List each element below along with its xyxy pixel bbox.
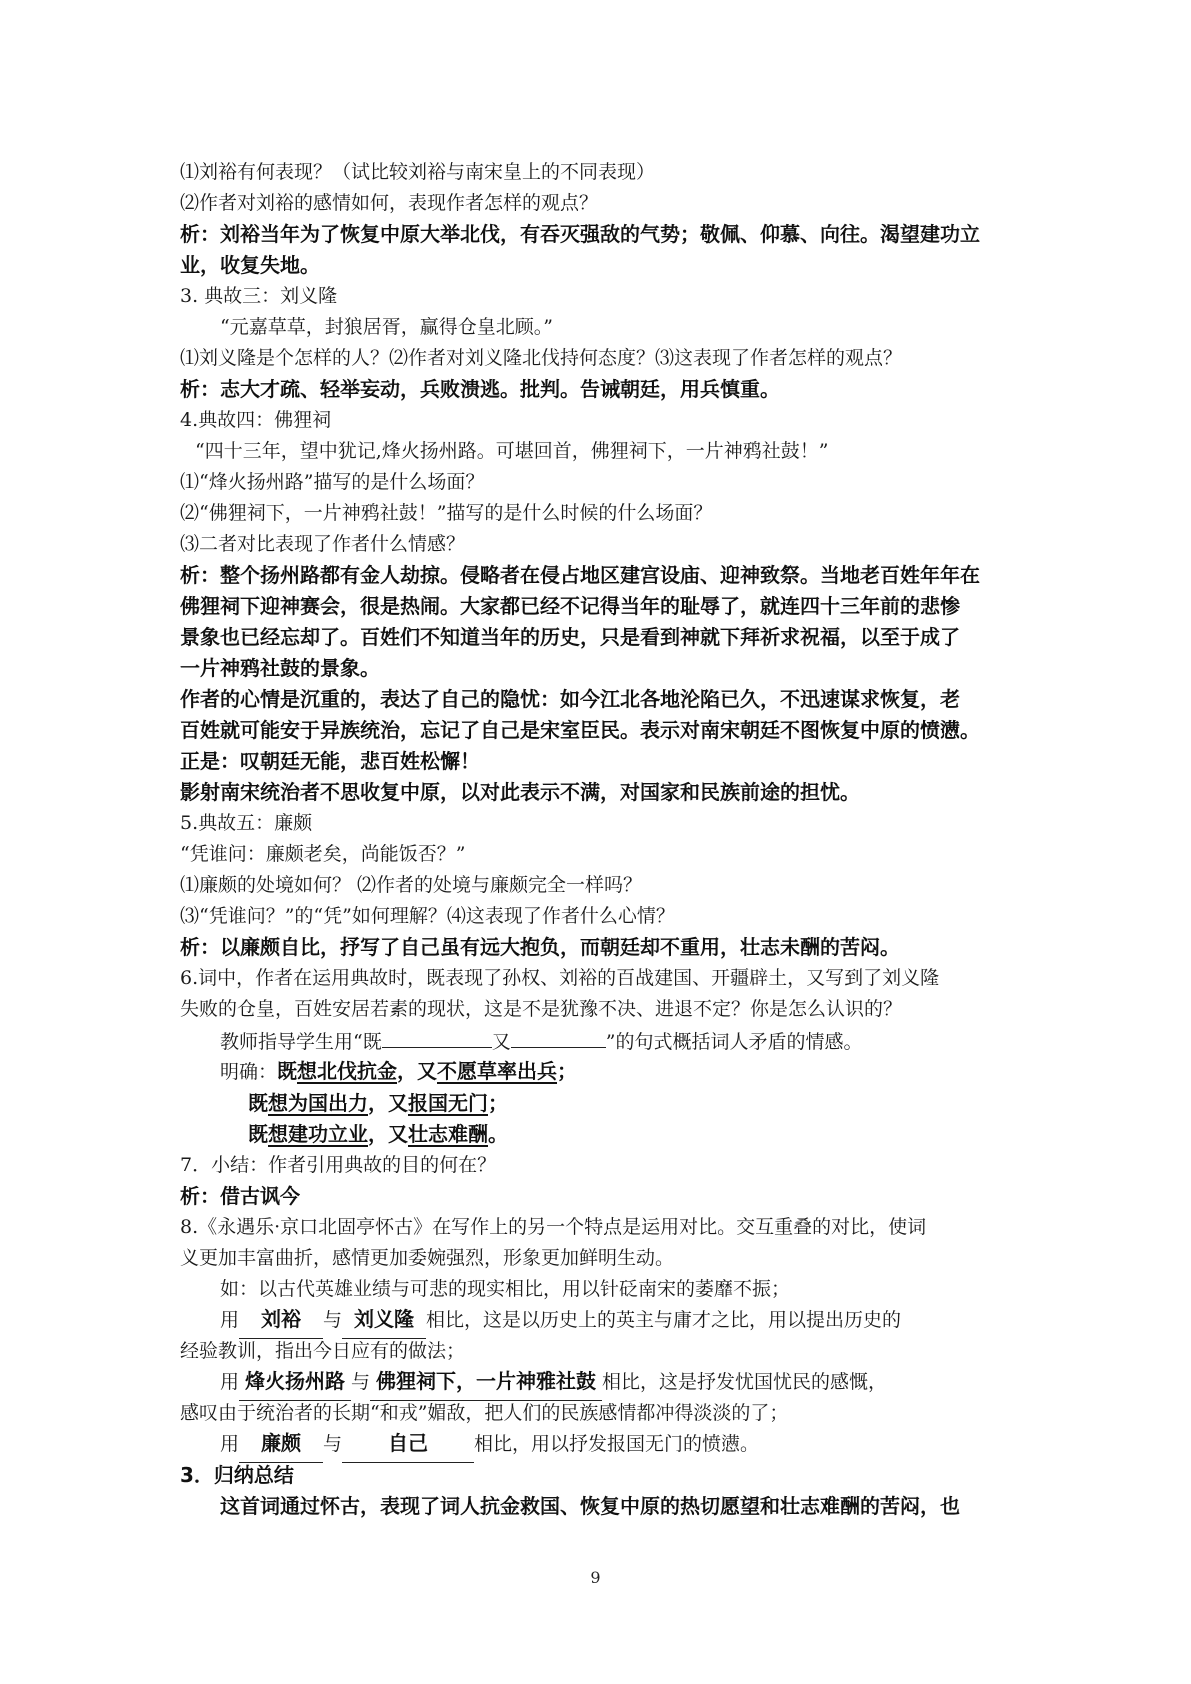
comparison-line — [180, 1305, 1020, 1336]
analysis-line: 影射南宋统治者不思收复中原，以对此表示不满，对国家和民族前途的担忧。 — [180, 780, 860, 804]
question-line: ⑴廉颇的处境如何？ ⑵作者的处境与廉颇完全一样吗？ — [180, 874, 643, 896]
body-line: 失败的仓皇，百姓安居若素的现状，这是不是犹豫不决、进退不定？你是怎么认识的？ — [180, 998, 903, 1020]
question-line: ⑶二者对比表现了作者什么情感？ — [180, 533, 466, 555]
answer-part: ； — [557, 1059, 578, 1083]
question-line: ⑵“佛狸祠下，一片神鸦社鼓！”描写的是什么时候的什么场面？ — [180, 502, 713, 524]
filled-blank: 自己 — [342, 1431, 474, 1463]
page-content — [180, 157, 1020, 1522]
section-heading: 7．小结：作者引用典故的目的何在？ — [180, 1154, 497, 1176]
analysis-line: 作者的心情是沉重的，表达了自己的隐忧：如今江北各地沦陷已久，不迅速谋求恢复，老 — [180, 687, 960, 711]
analysis-line: 正是：叹朝廷无能，悲百姓松懈！ — [180, 749, 480, 773]
quote-line: “四十三年，望中犹记,烽火扬州路。可堪回首，佛狸祠下，一片神鸦社鼓！” — [195, 440, 829, 462]
answer-part: 既 — [248, 1122, 268, 1146]
section-heading: 6.词中，作者在运用典故时，既表现了孙权、刘裕的百战建国、开疆辟土，又写到了刘义隆 — [180, 967, 940, 989]
section-heading: 4.典故四：佛狸祠 — [180, 409, 332, 431]
question-line: ⑵作者对刘裕的感情如何，表现作者怎样的观点？ — [180, 192, 599, 214]
analysis-line: 百姓就可能安于异族统治，忘记了自己是宋室臣民。表示对南宋朝廷不图恢复中原的愤懑。 — [180, 718, 980, 742]
sentence-part: 用 — [220, 1309, 240, 1331]
analysis-line: 析：以廉颇自比，抒写了自己虽有远大抱负，而朝廷却不重用，壮志未酬的苦闷。 — [180, 935, 900, 959]
sentence-part: 与 — [323, 1433, 343, 1455]
question-line: ⑴“烽火扬州路”描写的是什么场面？ — [180, 471, 485, 493]
body-line: 经验教训，指出今日应有的做法； — [180, 1340, 466, 1362]
answer-underlined: 不愿草率出兵 — [437, 1059, 558, 1083]
answer-part: ，又 — [397, 1059, 438, 1083]
answer-underlined: 想北伐抗金 — [297, 1059, 398, 1083]
quote-line: “凭谁问：廉颇老矣，尚能饭否？” — [180, 843, 466, 865]
summary-line: 这首词通过怀古，表现了词人抗金救国、恢复中原的热切愿望和壮志难酬的苦闷，也 — [220, 1494, 960, 1518]
answer-line — [180, 1119, 1020, 1150]
sentence-part: 又 — [491, 1031, 511, 1053]
body-line: 义更加丰富曲折，感情更加委婉强烈，形象更加鲜明生动。 — [180, 1247, 675, 1269]
body-line: 感叹由于统治者的长期“和戎”媚敌，把人们的民族感情都冲得淡淡的了； — [180, 1402, 789, 1424]
answer-label: 明确： — [220, 1061, 278, 1083]
analysis-line: 析：刘裕当年为了恢复中原大举北伐，有吞灭强敌的气势；敬佩、仰慕、向往。渴望建功立 — [180, 222, 980, 246]
answer-line — [180, 1088, 1020, 1119]
answer-part: 。 — [488, 1122, 508, 1146]
answer-part: ，又 — [368, 1091, 408, 1115]
answer-part: 既 — [248, 1091, 268, 1115]
sentence-part: 相比，这是抒发忧国忧民的感慨， — [602, 1371, 888, 1393]
answer-underlined: 壮志难酬 — [408, 1122, 488, 1146]
answer-underlined: 报国无门 — [408, 1091, 488, 1115]
section-heading: 5.典故五：廉颇 — [180, 812, 313, 834]
answer-line — [180, 1056, 1020, 1088]
sentence-part: ”的句式概括词人矛盾的情感。 — [605, 1031, 863, 1053]
comparison-line — [180, 1367, 1020, 1398]
blank-line — [382, 1025, 492, 1048]
sentence-part: 相比，这是以历史上的英主与庸才之比，用以提出历史的 — [426, 1309, 902, 1331]
question-line: ⑶“凭谁问？”的“凭”如何理解？⑷这表现了作者什么心情？ — [180, 905, 675, 927]
filled-blank: 廉颇 — [239, 1431, 323, 1463]
analysis-line: 析：借古讽今 — [180, 1184, 300, 1208]
comparison-line — [180, 1429, 1020, 1460]
answer-part: 既 — [277, 1059, 298, 1083]
sentence-part: 用 — [220, 1433, 240, 1455]
answer-underlined: 想为国出力 — [268, 1091, 368, 1115]
question-line: ⑴刘义隆是个怎样的人？⑵作者对刘义隆北伐持何态度？⑶这表现了作者怎样的观点？ — [180, 347, 903, 369]
question-line: ⑴刘裕有何表现？（试比较刘裕与南宋皇上的不同表现） — [180, 161, 656, 183]
blank-line — [511, 1025, 606, 1048]
answer-underlined: 想建功立业 — [268, 1122, 368, 1146]
section-heading: 3. 典故三：刘义隆 — [180, 285, 338, 307]
sentence-part: 相比，用以抒发报国无门的愤懑。 — [474, 1433, 760, 1455]
analysis-line: 景象也已经忘却了。百姓们不知道当年的历史，只是看到神就下拜祈求祝福，以至于成了 — [180, 625, 960, 649]
answer-part: ，又 — [368, 1122, 408, 1146]
fill-in-sentence — [180, 1025, 1020, 1056]
section-heading: 3．归纳总结 — [180, 1463, 294, 1487]
sentence-part: 教师指导学生用“既 — [220, 1031, 382, 1053]
filled-blank: 烽火扬州路 — [239, 1369, 351, 1401]
quote-line: “元嘉草草，封狼居胥，赢得仓皇北顾。” — [220, 316, 553, 338]
filled-blank: 佛狸祠下，一片神雅社鼓 — [370, 1369, 602, 1401]
analysis-line: 佛狸祠下迎神赛会，很是热闹。大家都已经不记得当年的耻辱了，就连四十三年前的悲惨 — [180, 594, 960, 618]
filled-blank: 刘义隆 — [342, 1307, 426, 1339]
analysis-line: 一片神鸦社鼓的景象。 — [180, 656, 380, 680]
sentence-part: 用 — [220, 1371, 240, 1393]
section-heading: 8.《永遇乐·京口北固亭怀古》在写作上的另一个特点是运用对比。交互重叠的对比，使词 — [180, 1216, 927, 1238]
sentence-part: 与 — [351, 1371, 371, 1393]
analysis-line: 业，收复失地。 — [180, 253, 320, 277]
filled-blank: 刘裕 — [239, 1307, 323, 1339]
body-line: 如：以古代英雄业绩与可悲的现实相比，用以针砭南宋的萎靡不振； — [220, 1278, 791, 1300]
answer-part: ； — [488, 1091, 508, 1115]
sentence-part: 与 — [323, 1309, 343, 1331]
analysis-line: 析：整个扬州路都有金人劫掠。侵略者在侵占地区建宫设庙、迎神致祭。当地老百姓年年在 — [180, 563, 980, 587]
page-number: 9 — [590, 1568, 601, 1587]
analysis-line: 析：志大才疏、轻举妄动，兵败溃逃。批判。告诫朝廷，用兵慎重。 — [180, 377, 780, 401]
